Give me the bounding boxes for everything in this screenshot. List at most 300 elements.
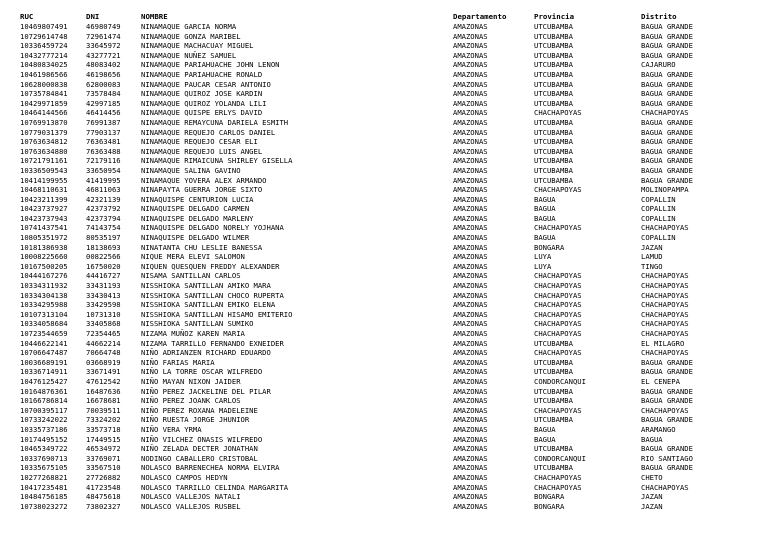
ruc-cell: 10166786814 <box>20 396 68 406</box>
table-header <box>20 12 760 22</box>
distrito-cell: BAGUA GRANDE <box>641 89 693 99</box>
distrito-cell: CHACHAPOYAS <box>641 309 689 319</box>
ruc-cell: 10429971859 <box>20 98 68 108</box>
nombre-cell: NINATANTA CHU LESLIE BANESSA <box>141 242 263 252</box>
table-row <box>20 396 760 406</box>
ruc-cell: 10174495152 <box>20 434 68 444</box>
departamento-cell: AMAZONAS <box>453 300 488 310</box>
provincia-cell: CHACHAPOYAS <box>534 472 582 482</box>
dni-cell: 77903137 <box>86 127 121 137</box>
departamento-cell: AMAZONAS <box>453 357 488 367</box>
table-row <box>20 166 760 176</box>
distrito-cell: EL CENEPA <box>641 376 680 386</box>
dni-cell: 76363481 <box>86 137 121 147</box>
distrito-cell: CHACHAPOYAS <box>641 271 689 281</box>
nombre-cell: NISSHIOKA SANTILLAN EMIKO ELENA <box>141 300 276 310</box>
dni-cell: 72961474 <box>86 31 121 41</box>
provincia-cell: CHACHAPOYAS <box>534 108 582 118</box>
distrito-cell: CHACHAPOYAS <box>641 300 689 310</box>
provincia-cell: BAGUA <box>534 213 556 223</box>
header-dni: DNI <box>86 12 100 21</box>
table-row <box>20 51 760 61</box>
ruc-cell: 10164876361 <box>20 386 68 396</box>
ruc-cell: 10721791161 <box>20 156 68 166</box>
distrito-cell: BAGUA GRANDE <box>641 463 693 473</box>
dni-cell: 18138693 <box>86 242 121 252</box>
distrito-cell: BAGUA GRANDE <box>641 98 693 108</box>
ruc-cell: 10335675105 <box>20 463 68 473</box>
provincia-cell: BONGARA <box>534 501 565 511</box>
table-row <box>20 367 760 377</box>
dni-cell: 27726882 <box>86 472 121 482</box>
dni-cell: 73802327 <box>86 501 121 511</box>
dni-cell: 10731310 <box>86 309 121 319</box>
nombre-cell: NINAQUISPE DELGADO NORELY YOJHANA <box>141 223 284 233</box>
nombre-cell: NINAMAQUE REMAYCUNA DARIELA ESMITH <box>141 117 289 127</box>
nombre-cell: NIÑO PEREZ ROXANA MADELEINE <box>141 405 258 415</box>
nombre-cell: NINAQUISPE DELGADO CARMEN <box>141 204 250 214</box>
distrito-cell: JAZAN <box>641 501 663 511</box>
table-row <box>20 252 760 262</box>
provincia-cell: CHACHAPOYAS <box>534 300 582 310</box>
provincia-cell: UTCUBAMBA <box>534 117 573 127</box>
departamento-cell: AMAZONAS <box>453 79 488 89</box>
nombre-cell: NOLASCO TARRILLO CELINDA MARGARITA <box>141 482 289 492</box>
dni-cell: 33671491 <box>86 367 121 377</box>
nombre-cell: NIÑO ZELADA DECTER JONATHAN <box>141 444 258 454</box>
distrito-cell: BAGUA GRANDE <box>641 367 693 377</box>
distrito-cell: TINGO <box>641 261 663 271</box>
departamento-cell: AMAZONAS <box>453 444 488 454</box>
table-row <box>20 454 760 464</box>
distrito-cell: BAGUA GRANDE <box>641 357 693 367</box>
distrito-cell: CHACHAPOYAS <box>641 281 689 291</box>
provincia-cell: UTCUBAMBA <box>534 22 573 31</box>
nombre-cell: NISSHIOKA SANTILLAN AMIKO MARA <box>141 281 271 291</box>
table-row <box>20 339 760 349</box>
departamento-cell: AMAZONAS <box>453 127 488 137</box>
departamento-cell: AMAZONAS <box>453 117 488 127</box>
nombre-cell: NINAMAQUE SALINA GAVINO <box>141 165 241 175</box>
provincia-cell: UTCUBAMBA <box>534 338 573 348</box>
departamento-cell: AMAZONAS <box>453 463 488 473</box>
table-row <box>20 262 760 272</box>
ruc-cell: 10628000838 <box>20 79 68 89</box>
provincia-cell: CHACHAPOYAS <box>534 405 582 415</box>
distrito-cell: MOLINOPAMPA <box>641 185 689 195</box>
nombre-cell: NIÑO RUESTA JORGE JHUNIOR <box>141 415 250 425</box>
provincia-cell: CHACHAPOYAS <box>534 309 582 319</box>
provincia-cell: UTCUBAMBA <box>534 69 573 79</box>
departamento-cell: AMAZONAS <box>453 472 488 482</box>
table-row <box>20 41 760 51</box>
header-distrito: Distrito <box>641 12 677 21</box>
table-row <box>20 473 760 483</box>
provincia-cell: CHACHAPOYAS <box>534 319 582 329</box>
dni-cell: 33650954 <box>86 165 121 175</box>
nombre-cell: NIÑO PEREZ JOANK CARLOS <box>141 396 241 406</box>
departamento-cell: AMAZONAS <box>453 386 488 396</box>
ruc-cell: 10480834025 <box>20 60 68 70</box>
provincia-cell: UTCUBAMBA <box>534 31 573 41</box>
dni-cell: 72354465 <box>86 329 121 338</box>
table-row <box>20 444 760 454</box>
ruc-cell: 10733242022 <box>20 415 68 425</box>
departamento-cell: AMAZONAS <box>453 405 488 415</box>
departamento-cell: AMAZONAS <box>453 309 488 319</box>
distrito-cell: BAGUA GRANDE <box>641 117 693 127</box>
departamento-cell: AMAZONAS <box>453 41 488 51</box>
dni-cell: 42373794 <box>86 213 121 223</box>
dni-cell: 43277721 <box>86 50 121 60</box>
ruc-cell: 10461986566 <box>20 69 68 79</box>
distrito-cell: BAGUA GRANDE <box>641 79 693 89</box>
departamento-cell: AMAZONAS <box>453 434 488 444</box>
table-row <box>20 185 760 195</box>
ruc-cell: 10008225660 <box>20 252 68 262</box>
departamento-cell: AMAZONAS <box>453 329 488 338</box>
table-row <box>20 99 760 109</box>
departamento-cell: AMAZONAS <box>453 156 488 166</box>
table-row <box>20 358 760 368</box>
table-row <box>20 108 760 118</box>
departamento-cell: AMAZONAS <box>453 146 488 156</box>
departamento-cell: AMAZONAS <box>453 271 488 281</box>
nombre-cell: NISSHIOKA SANTILLAN CHOCO RUPERTA <box>141 290 284 300</box>
table-row <box>20 329 760 339</box>
provincia-cell: BAGUA <box>534 233 556 243</box>
dni-cell: 41419995 <box>86 175 121 185</box>
departamento-cell: AMAZONAS <box>453 165 488 175</box>
table-row <box>20 435 760 445</box>
table-row <box>20 70 760 80</box>
nombre-cell: NINAQUISPE DELGADO WILMER <box>141 233 250 243</box>
provincia-cell: CHACHAPOYAS <box>534 482 582 492</box>
ruc-cell: 10334058684 <box>20 319 68 329</box>
departamento-cell: AMAZONAS <box>453 50 488 60</box>
dni-cell: 46811063 <box>86 185 121 195</box>
contributor-table <box>20 12 760 511</box>
nombre-cell: NINAQUISPE CENTURION LUCIA <box>141 194 254 204</box>
distrito-cell: BAGUA GRANDE <box>641 69 693 79</box>
table-row <box>20 502 760 512</box>
dni-cell: 33645972 <box>86 41 121 51</box>
header-row <box>20 12 760 22</box>
table-row <box>20 137 760 147</box>
table-row <box>20 214 760 224</box>
dni-cell: 47612542 <box>86 376 121 386</box>
distrito-cell: BAGUA GRANDE <box>641 415 693 425</box>
distrito-cell: CHACHAPOYAS <box>641 108 689 118</box>
dni-cell: 46980749 <box>86 22 121 31</box>
table-row <box>20 118 760 128</box>
provincia-cell: UTCUBAMBA <box>534 41 573 51</box>
table-row <box>20 204 760 214</box>
nombre-cell: NINAQUISPE DELGADO MARLENY <box>141 213 254 223</box>
table-row <box>20 176 760 186</box>
dni-cell: 46198656 <box>86 69 121 79</box>
nombre-cell: NISSHIOKA SANTILLAN SUMIKO <box>141 319 254 329</box>
distrito-cell: COPALLIN <box>641 213 676 223</box>
departamento-cell: AMAZONAS <box>453 424 488 434</box>
ruc-cell: 10335737186 <box>20 424 68 434</box>
dni-cell: 03668919 <box>86 357 121 367</box>
departamento-cell: AMAZONAS <box>453 348 488 358</box>
provincia-cell: UTCUBAMBA <box>534 60 573 70</box>
ruc-cell: 10036689191 <box>20 357 68 367</box>
ruc-cell: 10468110631 <box>20 185 68 195</box>
nombre-cell: NINAMAQUE YOVERA ALEX ARMANDO <box>141 175 267 185</box>
departamento-cell: AMAZONAS <box>453 482 488 492</box>
provincia-cell: UTCUBAMBA <box>534 89 573 99</box>
dni-cell: 33429598 <box>86 300 121 310</box>
distrito-cell: CHACHAPOYAS <box>641 405 689 415</box>
nombre-cell: NINAMAQUE QUIROZ YOLANDA LILI <box>141 98 267 108</box>
ruc-cell: 10738023272 <box>20 501 68 511</box>
ruc-cell: 10337690713 <box>20 453 68 463</box>
dni-cell: 00822566 <box>86 252 121 262</box>
nombre-cell: NINAPAYTA GUERRA JORGE SIXTO <box>141 185 263 195</box>
distrito-cell: BAGUA GRANDE <box>641 50 693 60</box>
departamento-cell: AMAZONAS <box>453 137 488 147</box>
departamento-cell: AMAZONAS <box>453 175 488 185</box>
table-row <box>20 387 760 397</box>
departamento-cell: AMAZONAS <box>453 281 488 291</box>
provincia-cell: BONGARA <box>534 242 565 252</box>
ruc-cell: 10277268821 <box>20 472 68 482</box>
table-row <box>20 80 760 90</box>
distrito-cell: CHACHAPOYAS <box>641 348 689 358</box>
dni-cell: 44416727 <box>86 271 121 281</box>
table-row <box>20 425 760 435</box>
dni-cell: 46534972 <box>86 444 121 454</box>
dni-cell: 44662214 <box>86 338 121 348</box>
distrito-cell: CHACHAPOYAS <box>641 223 689 233</box>
table-row <box>20 492 760 502</box>
provincia-cell: LUYA <box>534 252 552 262</box>
table-row <box>20 483 760 493</box>
ruc-cell: 10769913870 <box>20 117 68 127</box>
dni-cell: 46414456 <box>86 108 121 118</box>
ruc-cell: 10444167276 <box>20 271 68 281</box>
provincia-cell: UTCUBAMBA <box>534 127 573 137</box>
nombre-cell: NINAMAQUE MACHACUAY MIGUEL <box>141 41 254 51</box>
departamento-cell: AMAZONAS <box>453 98 488 108</box>
dni-cell: 70039511 <box>86 405 121 415</box>
ruc-cell: 10700395117 <box>20 405 68 415</box>
provincia-cell: UTCUBAMBA <box>534 444 573 454</box>
ruc-cell: 10469807491 <box>20 22 68 31</box>
table-row <box>20 406 760 416</box>
table-row <box>20 60 760 70</box>
nombre-cell: NINAMAQUE NUÑEZ SAMUEL <box>141 50 237 60</box>
distrito-cell: CHACHAPOYAS <box>641 319 689 329</box>
distrito-cell: ARAMANGO <box>641 424 676 434</box>
ruc-cell: 10484756185 <box>20 492 68 502</box>
nombre-cell: NIZAMA TARRILLO FERNANDO EXNEIDER <box>141 338 284 348</box>
header-nombre: NOMBRE <box>141 12 168 21</box>
nombre-cell: NINAMAQUE GARCIA NORMA <box>141 22 237 31</box>
nombre-cell: NINAMAQUE PAUCAR CESAR ANTONIO <box>141 79 271 89</box>
distrito-cell: BAGUA GRANDE <box>641 137 693 147</box>
provincia-cell: CONDORCANQUI <box>534 376 586 386</box>
ruc-cell: 10417235481 <box>20 482 68 492</box>
distrito-cell: RIO SANTIAGO <box>641 453 693 463</box>
nombre-cell: NIÑO VILCHEZ ONASIS WILFREDO <box>141 434 263 444</box>
ruc-cell: 10476125427 <box>20 376 68 386</box>
table-row <box>20 310 760 320</box>
distrito-cell: BAGUA GRANDE <box>641 165 693 175</box>
dni-cell: 33769071 <box>86 453 121 463</box>
distrito-cell: COPALLIN <box>641 233 676 243</box>
distrito-cell: CHACHAPOYAS <box>641 329 689 338</box>
dni-cell: 33567510 <box>86 463 121 473</box>
table-row <box>20 377 760 387</box>
nombre-cell: NIÑO FARIAS MARIA <box>141 357 215 367</box>
ruc-cell: 10432777214 <box>20 50 68 60</box>
ruc-cell: 10729614748 <box>20 31 68 41</box>
dni-cell: 73324202 <box>86 415 121 425</box>
table-row <box>20 233 760 243</box>
provincia-cell: CHACHAPOYAS <box>534 348 582 358</box>
provincia-cell: CHACHAPOYAS <box>534 223 582 233</box>
ruc-cell: 10735784841 <box>20 89 68 99</box>
provincia-cell: UTCUBAMBA <box>534 156 573 166</box>
departamento-cell: AMAZONAS <box>453 396 488 406</box>
ruc-cell: 10464144566 <box>20 108 68 118</box>
nombre-cell: NINAMAQUE PARIAHUACHE JOHN LENON <box>141 60 280 70</box>
provincia-cell: UTCUBAMBA <box>534 415 573 425</box>
dni-cell: 74143754 <box>86 223 121 233</box>
dni-cell: 33573718 <box>86 424 121 434</box>
table-row <box>20 319 760 329</box>
header-ruc: RUC <box>20 12 34 21</box>
ruc-cell: 10336509543 <box>20 165 68 175</box>
nombre-cell: NODINGO CABALLERO CRISTOBAL <box>141 453 258 463</box>
ruc-cell: 10167500205 <box>20 261 68 271</box>
distrito-cell: CAJARURO <box>641 60 676 70</box>
ruc-cell: 10446622141 <box>20 338 68 348</box>
provincia-cell: BAGUA <box>534 204 556 214</box>
departamento-cell: AMAZONAS <box>453 108 488 118</box>
distrito-cell: BAGUA GRANDE <box>641 127 693 137</box>
dni-cell: 76991387 <box>86 117 121 127</box>
dni-cell: 33405868 <box>86 319 121 329</box>
ruc-cell: 10334295988 <box>20 300 68 310</box>
ruc-cell: 10706647487 <box>20 348 68 358</box>
nombre-cell: NIÑO ADRIANZEN RICHARD EDUARDO <box>141 348 271 358</box>
ruc-cell: 10763634812 <box>20 137 68 147</box>
departamento-cell: AMAZONAS <box>453 213 488 223</box>
ruc-cell: 10414199955 <box>20 175 68 185</box>
departamento-cell: AMAZONAS <box>453 223 488 233</box>
provincia-cell: CHACHAPOYAS <box>534 271 582 281</box>
ruc-cell: 10805351972 <box>20 233 68 243</box>
contributor-list-sheet <box>20 12 760 511</box>
nombre-cell: NOLASCO BARRENECHEA NORMA ELVIRA <box>141 463 280 473</box>
table-row <box>20 243 760 253</box>
departamento-cell: AMAZONAS <box>453 233 488 243</box>
nombre-cell: NINAMAQUE QUIROZ JOSE KARDIN <box>141 89 263 99</box>
distrito-cell: BAGUA GRANDE <box>641 396 693 406</box>
ruc-cell: 10423737943 <box>20 213 68 223</box>
departamento-cell: AMAZONAS <box>453 367 488 377</box>
distrito-cell: CHETO <box>641 472 663 482</box>
nombre-cell: NINAMAQUE GONZA MARIBEL <box>141 31 241 41</box>
provincia-cell: BONGARA <box>534 492 565 502</box>
dni-cell: 41723548 <box>86 482 121 492</box>
table-row <box>20 223 760 233</box>
table-row <box>20 22 760 32</box>
provincia-cell: BAGUA <box>534 194 556 204</box>
departamento-cell: AMAZONAS <box>453 194 488 204</box>
nombre-cell: NINAMAQUE QUISPE ERLYS DAVID <box>141 108 263 118</box>
provincia-cell: BAGUA <box>534 424 556 434</box>
table-body <box>20 22 760 511</box>
ruc-cell: 10423211399 <box>20 194 68 204</box>
nombre-cell: NIQUE MERA ELEVI SALOMON <box>141 252 245 262</box>
provincia-cell: UTCUBAMBA <box>534 386 573 396</box>
distrito-cell: EL MILAGRO <box>641 338 685 348</box>
header-provincia: Provincia <box>534 12 575 21</box>
departamento-cell: AMAZONAS <box>453 501 488 511</box>
dni-cell: 42321139 <box>86 194 121 204</box>
nombre-cell: NOLASCO VALLEJOS RUSBEL <box>141 501 241 511</box>
nombre-cell: NINAMAQUE REQUEJO CESAR ELI <box>141 137 258 147</box>
ruc-cell: 10763634880 <box>20 146 68 156</box>
distrito-cell: JAZAN <box>641 492 663 502</box>
nombre-cell: NIQUEN QUESQUEN FREDDY ALEXANDER <box>141 261 280 271</box>
table-row <box>20 348 760 358</box>
table-row <box>20 147 760 157</box>
departamento-cell: AMAZONAS <box>453 22 488 31</box>
departamento-cell: AMAZONAS <box>453 290 488 300</box>
table-row <box>20 291 760 301</box>
table-row <box>20 271 760 281</box>
distrito-cell: BAGUA GRANDE <box>641 444 693 454</box>
ruc-cell: 10336459724 <box>20 41 68 51</box>
distrito-cell: BAGUA GRANDE <box>641 386 693 396</box>
provincia-cell: UTCUBAMBA <box>534 463 573 473</box>
distrito-cell: JAZAN <box>641 242 663 252</box>
table-row <box>20 89 760 99</box>
table-row <box>20 128 760 138</box>
distrito-cell: CHACHAPOYAS <box>641 290 689 300</box>
provincia-cell: CHACHAPOYAS <box>534 185 582 195</box>
nombre-cell: NISSHIOKA SANTILLAN HISAMO EMITERIO <box>141 309 293 319</box>
nombre-cell: NINAMAQUE RIMAICUNA SHIRLEY GISELLA <box>141 156 293 166</box>
departamento-cell: AMAZONAS <box>453 319 488 329</box>
provincia-cell: UTCUBAMBA <box>534 50 573 60</box>
ruc-cell: 10723544659 <box>20 329 68 338</box>
departamento-cell: AMAZONAS <box>453 415 488 425</box>
dni-cell: 17449515 <box>86 434 121 444</box>
departamento-cell: AMAZONAS <box>453 204 488 214</box>
provincia-cell: CHACHAPOYAS <box>534 281 582 291</box>
departamento-cell: AMAZONAS <box>453 252 488 262</box>
dni-cell: 73578484 <box>86 89 121 99</box>
ruc-cell: 10334311932 <box>20 281 68 291</box>
dni-cell: 80535197 <box>86 233 121 243</box>
provincia-cell: BAGUA <box>534 434 556 444</box>
table-row <box>20 415 760 425</box>
table-row <box>20 195 760 205</box>
ruc-cell: 10423737927 <box>20 204 68 214</box>
nombre-cell: NOLASCO CAMPOS HEDYN <box>141 472 228 482</box>
departamento-cell: AMAZONAS <box>453 261 488 271</box>
dni-cell: 62800083 <box>86 79 121 89</box>
dni-cell: 70664748 <box>86 348 121 358</box>
